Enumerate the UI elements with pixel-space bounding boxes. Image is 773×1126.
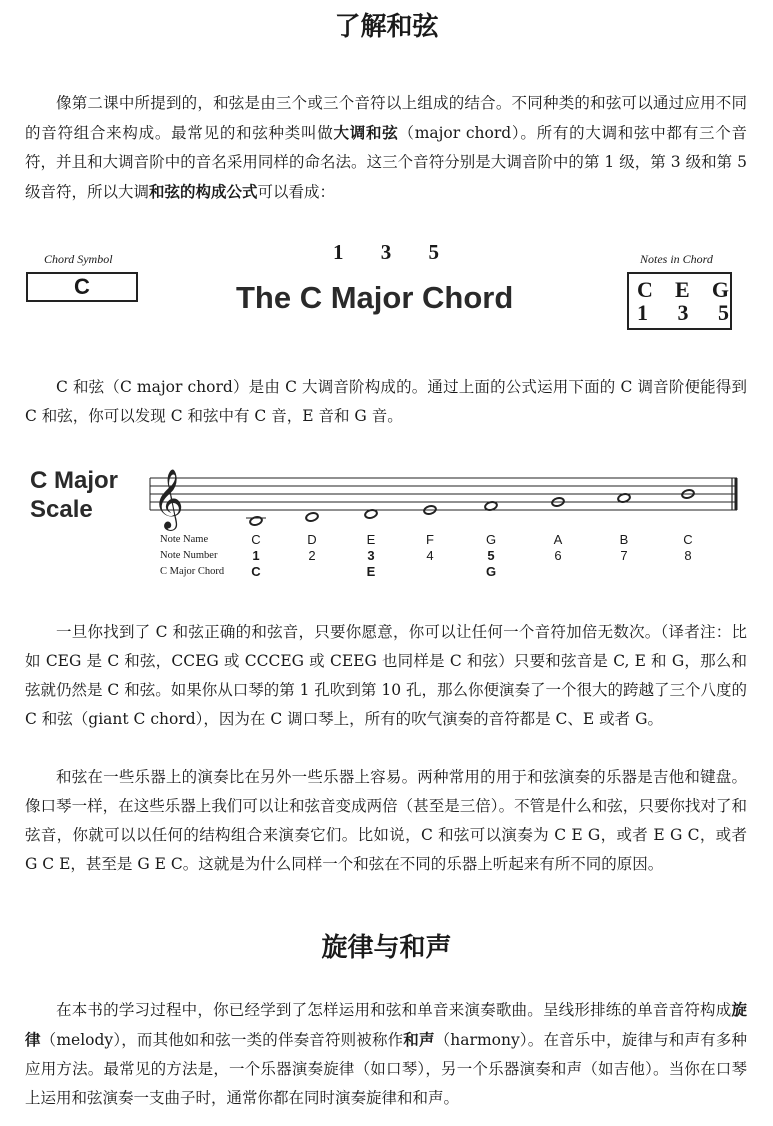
section-title-melody-harmony: 旋律与和声 [321, 933, 452, 963]
music-staff [0, 460, 773, 535]
chord-note: C [637, 277, 653, 302]
bold-term-chord-formula: 和弦的构成公式 [149, 182, 258, 201]
text-run: 像第二课中所提到的，和弦是由三个或三个音符以上组成的结合。不同种类的和弦可以通过应用不同的音符组合来构成。最常见的和弦种类叫做 [25, 94, 747, 142]
note-number-cell: 2 [308, 548, 316, 563]
note-name-cell: D [307, 532, 317, 547]
chord-symbol-box: C [26, 272, 138, 302]
note-name-cell: E [366, 532, 376, 547]
chord-number: 5 [718, 300, 729, 325]
chord-formula: 1 3 5 [333, 240, 455, 264]
chord-number: 3 [677, 300, 689, 325]
note-number-cell: 6 [554, 548, 562, 563]
chord-figure-title: The C Major Chord [236, 280, 514, 315]
paragraph-c-chord: C 和弦（C major chord）是由 C 大调音阶构成的。通过上面的公式运用下面的 C 调音阶便能得到 C 和弦，你可以发现 C 和弦中有 C 音，E 音和 G 音。 [25, 378, 747, 425]
chord-note: G [711, 277, 729, 302]
text-run: 可以看成： [257, 183, 336, 201]
scale-title-line: Scale [30, 496, 93, 523]
row-label-chord: C Major Chord [160, 566, 225, 577]
note-name-cell: C [251, 532, 261, 547]
note-name-cell: G [485, 532, 497, 547]
row-label-note-number: Note Number [160, 550, 218, 561]
chord-notes-row [637, 279, 729, 301]
note-number-cell: 4 [426, 548, 434, 563]
chord-symbol-label: Chord Symbol [44, 252, 113, 266]
paragraph-doubling: 一旦你找到了 C 和弦正确的和弦音，只要你愿意，你可以让任何一个音符加倍无数次。（译者注：比如 CEG 是 C 和弦，CCEG 或 CCCEG 或 CEEG 也同样是 C 和弦）只要和弦音是 C, E 和 G，那么和弦就仍然是 C 和弦。如果你从口琴的第 1 孔吹到第 10 孔，那么你便演奏了一个很大的跨越了三个八度的 C 和弦（giant C chord），因为在 C 调口琴上，所有的吹气演奏的音符都是 C、E 或者 G。 [25, 623, 748, 728]
note-number-cell: 3 [367, 548, 375, 563]
chord-note: E [675, 277, 690, 302]
note-number-cell: 8 [684, 548, 692, 563]
bold-term-harmony: 和声 [403, 1030, 435, 1049]
text-run: （major chord）。所有的大调和弦中都有三个音符，并且和大调音阶中的音名采用同样的命名法。这三个音符分别是大调音阶中的第 1 级，第 3 级和第 5 级音符，所以大调 [25, 124, 747, 201]
chord-tone-cell: E [366, 564, 376, 579]
whole-note [305, 512, 319, 522]
scale-figure [0, 460, 773, 590]
note-name-cell: C [683, 532, 693, 547]
chord-tone-cell: C [251, 564, 261, 579]
text-run: （harmony）。在音乐中，旋律与和声有多种应用方法。最常见的方法是，一个乐器演奏旋律（如口琴），另一个乐器演奏和声（如吉他）。当你在口琴上运用和弦演奏一支曲子时，通常你都在同时演奏旋律和和声。 [25, 1031, 747, 1107]
section-title-chords: 了解和弦 [334, 12, 439, 42]
chord-number: 1 [637, 300, 648, 325]
scale-title-line: C Major [30, 467, 119, 494]
row-label-note-name: Note Name [160, 534, 209, 545]
treble-clef-icon: 𝄞 [153, 469, 184, 529]
notes-in-chord-box [627, 272, 732, 330]
paragraph-chord-intro [25, 89, 747, 207]
chord-figure [0, 230, 773, 340]
note-name-cell: F [426, 532, 434, 547]
note-name-cell: A [553, 532, 563, 547]
chord-numbers-row [637, 302, 729, 324]
note-number-cell: 5 [487, 548, 495, 563]
bold-term-melody: 旋律 [25, 1000, 747, 1049]
paragraph-instruments: 和弦在一些乐器上的演奏比在另外一些乐器上容易。两种常用的用于和弦演奏的乐器是吉他和键盘。像口琴一样，在这些乐器上我们可以让和弦音变成两倍（甚至是三倍）。不管是什么和弦，只要你找对了和弦音，你就可以以任何的结构组合来演奏它们。比如说，C 和弦可以演奏为 C E G，或者 E G C，或者 G C E，甚至是 G E C。这就是为什么同样一个和弦在不同的乐器上听起来有所不同的原因。 [25, 768, 747, 873]
whole-note [249, 516, 263, 526]
note-number-cell: 7 [620, 548, 628, 563]
text-run: （melody），而其他如和弦一类的伴奏音符则被称作 [40, 1031, 404, 1049]
note-number-cell: 1 [252, 548, 260, 563]
bold-term-major-chord: 大调和弦 [333, 123, 399, 142]
chord-tone-cell: G [485, 564, 497, 579]
note-name-cell: B [619, 532, 629, 547]
paragraph-melody-harmony [25, 995, 747, 1113]
text-run: 在本书的学习过程中，你已经学到了怎样运用和弦和单音来演奏歌曲。呈线形排练的单音音符构成 [56, 1001, 732, 1019]
notes-in-chord-label: Notes in Chord [640, 252, 713, 266]
